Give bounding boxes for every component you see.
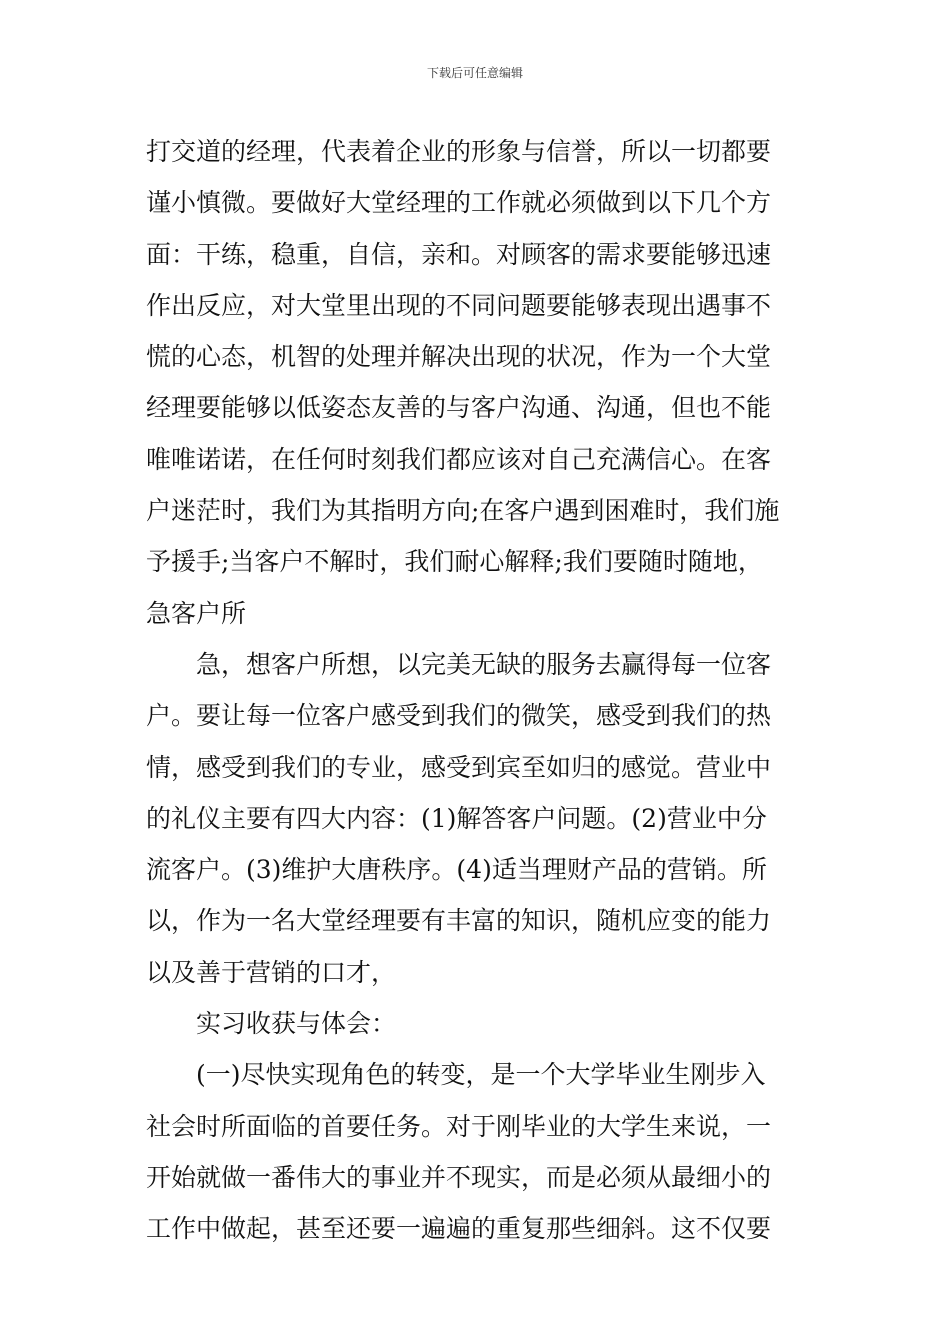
text-line: 户。要让每一位客户感受到我们的微笑，感受到我们的热 — [146, 701, 772, 731]
text-line: 唯唯诺诺，在任何时刻我们都应该对自己充满信心。在客 — [146, 444, 772, 474]
text-line: 工作中做起，甚至还要一遍遍的重复那些细斜。这不仅要 — [146, 1214, 772, 1244]
text-line: 慌的心态，机智的处理并解决出现的状况，作为一个大堂 — [146, 342, 772, 372]
text-line: 予援手;当客户不解时，我们耐心解释;我们要随时随地， — [146, 547, 763, 577]
text-line: 社会时所面临的首要任务。对于刚毕业的大学生来说，一 — [146, 1111, 772, 1141]
text-line: 流客户。(3)维护大唐秩序。(4)适当理财产品的营销。所 — [146, 855, 767, 885]
text-line: 以，作为一名大堂经理要有丰富的知识，随机应变的能力 — [146, 906, 772, 936]
text-line: 作出反应，对大堂里出现的不同问题要能够表现出遇事不 — [146, 290, 772, 320]
text-line: (一)尽快实现角色的转变，是一个大学毕业生刚步入 — [196, 1060, 766, 1090]
text-line: 谨小慎微。要做好大堂经理的工作就必须做到以下几个方 — [146, 188, 772, 218]
text-line: 实习收获与体会： — [196, 1009, 397, 1039]
text-line: 以及善于营销的口才， — [146, 957, 397, 987]
text-line: 急客户所 — [146, 598, 247, 628]
text-line: 情，感受到我们的专业，感受到宾至如归的感觉。营业中 — [146, 752, 772, 782]
text-line: 户迷茫时，我们为其指明方向;在客户遇到困难时，我们施 — [146, 496, 780, 526]
text-line: 急，想客户所想，以完美无缺的服务去赢得每一位客 — [196, 649, 772, 679]
text-line: 打交道的经理，代表着企业的形象与信誉，所以一切都要 — [146, 137, 772, 166]
text-line: 面：干练，稳重，自信，亲和。对顾客的需求要能够迅速 — [146, 239, 772, 269]
text-line: 的礼仪主要有四大内容：(1)解答客户问题。(2)营业中分 — [146, 803, 767, 833]
text-line: 经理要能够以低姿态友善的与客户沟通、沟通，但也不能 — [146, 393, 772, 423]
page-header: 下载后可任意编辑 — [426, 66, 523, 80]
body-text — [146, 126, 808, 1255]
text-line: 开始就做一番伟大的事业并不现实，而是必须从最细小的 — [146, 1162, 772, 1192]
